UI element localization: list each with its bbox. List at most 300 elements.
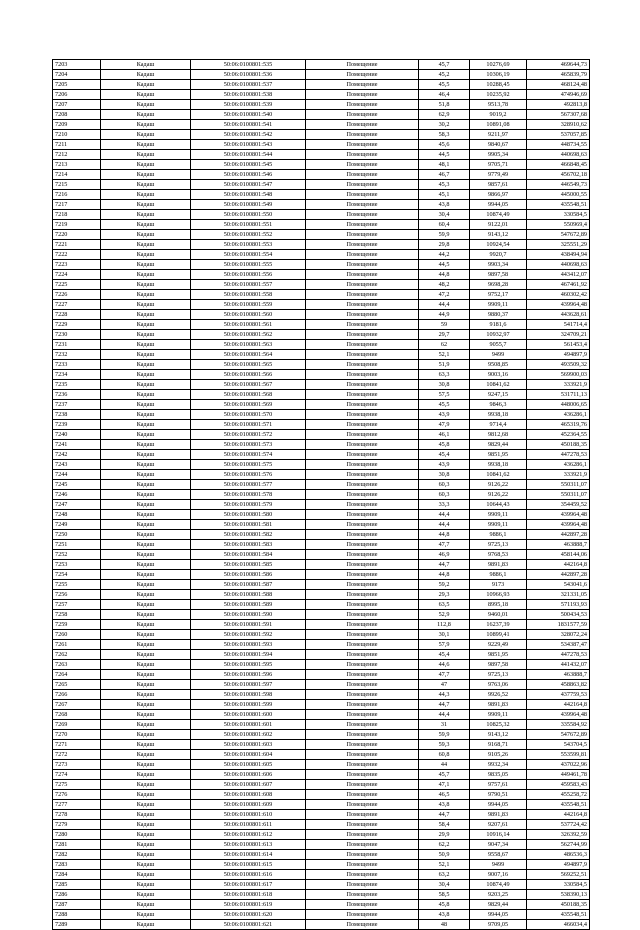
unit-value-cell: 9698,28: [470, 280, 527, 290]
area-cell: 112,8: [419, 620, 470, 630]
cadastral-value-cell: 442164,8: [527, 810, 590, 820]
cadastral-number-cell: 50:06:0100801:542: [191, 130, 306, 140]
locality-cell: Кадаш: [101, 280, 191, 290]
object-type-cell: Помещение: [306, 750, 419, 760]
area-cell: 44,7: [419, 560, 470, 570]
cadastral-number-cell: 50:06:0100801:572: [191, 430, 306, 440]
locality-cell: Кадаш: [101, 60, 191, 70]
cadastral-value-cell: 330584,5: [527, 880, 590, 890]
table-row: [53, 120, 590, 130]
cadastral-number-cell: 50:06:0100801:584: [191, 550, 306, 560]
unit-value-cell: 9499: [470, 350, 527, 360]
object-type-cell: Помещение: [306, 510, 419, 520]
table-row: [53, 830, 590, 840]
cadastral-value-cell: 474946,69: [527, 90, 590, 100]
unit-value-cell: 9007,16: [470, 870, 527, 880]
object-type-cell: Помещение: [306, 570, 419, 580]
table-row: [53, 490, 590, 500]
cadastral-number-cell: 50:06:0100801:537: [191, 80, 306, 90]
table-row: [53, 430, 590, 440]
row-number-cell: 7245: [53, 480, 101, 490]
locality-cell: Кадаш: [101, 220, 191, 230]
row-number-cell: 7205: [53, 80, 101, 90]
area-cell: 58,4: [419, 820, 470, 830]
locality-cell: Кадаш: [101, 350, 191, 360]
locality-cell: Кадаш: [101, 720, 191, 730]
cadastral-number-cell: 50:06:0100801:613: [191, 840, 306, 850]
table-row: [53, 360, 590, 370]
unit-value-cell: 9835,05: [470, 770, 527, 780]
table-row: [53, 470, 590, 480]
locality-cell: Кадаш: [101, 140, 191, 150]
locality-cell: Кадаш: [101, 910, 191, 920]
cadastral-number-cell: 50:06:0100801:536: [191, 70, 306, 80]
cadastral-number-cell: 50:06:0100801:598: [191, 690, 306, 700]
area-cell: 60,4: [419, 220, 470, 230]
locality-cell: Кадаш: [101, 520, 191, 530]
cadastral-number-cell: 50:06:0100801:589: [191, 600, 306, 610]
row-number-cell: 7274: [53, 770, 101, 780]
row-number-cell: 7215: [53, 180, 101, 190]
table-row: [53, 500, 590, 510]
cadastral-value-cell: 447278,53: [527, 650, 590, 660]
object-type-cell: Помещение: [306, 540, 419, 550]
row-number-cell: 7254: [53, 570, 101, 580]
table-row: [53, 760, 590, 770]
area-cell: 30,8: [419, 470, 470, 480]
object-type-cell: Помещение: [306, 640, 419, 650]
cadastral-value-cell: 463888,7: [527, 540, 590, 550]
area-cell: 30,4: [419, 880, 470, 890]
area-cell: 48,2: [419, 280, 470, 290]
locality-cell: Кадаш: [101, 70, 191, 80]
table-row: [53, 80, 590, 90]
row-number-cell: 7261: [53, 640, 101, 650]
cadastral-value-cell: 456702,18: [527, 170, 590, 180]
table-row: [53, 230, 590, 240]
unit-value-cell: 9055,7: [470, 340, 527, 350]
row-number-cell: 7262: [53, 650, 101, 660]
area-cell: 46,9: [419, 550, 470, 560]
row-number-cell: 7224: [53, 270, 101, 280]
row-number-cell: 7287: [53, 900, 101, 910]
row-number-cell: 7271: [53, 740, 101, 750]
row-number-cell: 7227: [53, 300, 101, 310]
cadastral-value-cell: 439964,48: [527, 300, 590, 310]
row-number-cell: 7251: [53, 540, 101, 550]
cadastral-number-cell: 50:06:0100801:579: [191, 500, 306, 510]
cadastral-value-cell: 446549,73: [527, 180, 590, 190]
row-number-cell: 7218: [53, 210, 101, 220]
row-number-cell: 7237: [53, 400, 101, 410]
unit-value-cell: 9866,97: [470, 190, 527, 200]
row-number-cell: 7283: [53, 860, 101, 870]
row-number-cell: 7206: [53, 90, 101, 100]
cadastral-number-cell: 50:06:0100801:599: [191, 700, 306, 710]
area-cell: 44,6: [419, 660, 470, 670]
unit-value-cell: 9709,05: [470, 920, 527, 930]
area-cell: 44,4: [419, 510, 470, 520]
area-cell: 43,9: [419, 410, 470, 420]
object-type-cell: Помещение: [306, 780, 419, 790]
object-type-cell: Помещение: [306, 380, 419, 390]
locality-cell: Кадаш: [101, 650, 191, 660]
unit-value-cell: 10235,92: [470, 90, 527, 100]
row-number-cell: 7235: [53, 380, 101, 390]
object-type-cell: Помещение: [306, 920, 419, 930]
row-number-cell: 7233: [53, 360, 101, 370]
locality-cell: Кадаш: [101, 920, 191, 930]
table-row: [53, 390, 590, 400]
table-row: [53, 720, 590, 730]
object-type-cell: Помещение: [306, 230, 419, 240]
unit-value-cell: 9880,37: [470, 310, 527, 320]
cadastral-number-cell: 50:06:0100801:569: [191, 400, 306, 410]
table-row: [53, 410, 590, 420]
object-type-cell: Помещение: [306, 310, 419, 320]
unit-value-cell: 9909,11: [470, 520, 527, 530]
cadastral-value-cell: 443628,61: [527, 310, 590, 320]
row-number-cell: 7207: [53, 100, 101, 110]
table-row: [53, 210, 590, 220]
table-row: [53, 370, 590, 380]
object-type-cell: Помещение: [306, 400, 419, 410]
cadastral-value-cell: 438494,94: [527, 250, 590, 260]
area-cell: 45,2: [419, 70, 470, 80]
cadastral-value-cell: 439964,48: [527, 510, 590, 520]
unit-value-cell: 9173: [470, 580, 527, 590]
table-row: [53, 790, 590, 800]
unit-value-cell: 9247,15: [470, 390, 527, 400]
cadastral-value-cell: 531711,13: [527, 390, 590, 400]
table-row: [53, 630, 590, 640]
cadastral-value-cell: 465839,79: [527, 70, 590, 80]
area-cell: 44,8: [419, 570, 470, 580]
object-type-cell: Помещение: [306, 350, 419, 360]
row-number-cell: 7228: [53, 310, 101, 320]
area-cell: 44,4: [419, 710, 470, 720]
row-number-cell: 7267: [53, 700, 101, 710]
cadastral-value-cell: 547672,89: [527, 730, 590, 740]
object-type-cell: Помещение: [306, 370, 419, 380]
area-cell: 31: [419, 720, 470, 730]
cadastral-value-cell: 569900,03: [527, 370, 590, 380]
cadastral-value-cell: 440698,63: [527, 150, 590, 160]
object-type-cell: Помещение: [306, 770, 419, 780]
unit-value-cell: 9932,34: [470, 760, 527, 770]
locality-cell: Кадаш: [101, 200, 191, 210]
area-cell: 60,3: [419, 480, 470, 490]
cadastral-number-cell: 50:06:0100801:607: [191, 780, 306, 790]
row-number-cell: 7246: [53, 490, 101, 500]
area-cell: 59,3: [419, 740, 470, 750]
cadastral-number-cell: 50:06:0100801:582: [191, 530, 306, 540]
table-row: [53, 200, 590, 210]
area-cell: 43,9: [419, 460, 470, 470]
table-row: [53, 180, 590, 190]
locality-cell: Кадаш: [101, 870, 191, 880]
cadastral-value-cell: 458144,06: [527, 550, 590, 560]
area-cell: 44,5: [419, 150, 470, 160]
cadastral-number-cell: 50:06:0100801:565: [191, 360, 306, 370]
area-cell: 45,7: [419, 60, 470, 70]
object-type-cell: Помещение: [306, 630, 419, 640]
row-number-cell: 7229: [53, 320, 101, 330]
unit-value-cell: 10276,69: [470, 60, 527, 70]
cadastral-value-cell: 541714,4: [527, 320, 590, 330]
row-number-cell: 7255: [53, 580, 101, 590]
cadastral-value-cell: 442897,28: [527, 570, 590, 580]
locality-cell: Кадаш: [101, 360, 191, 370]
area-cell: 46,4: [419, 90, 470, 100]
table-row: [53, 590, 590, 600]
area-cell: 44,4: [419, 520, 470, 530]
object-type-cell: Помещение: [306, 890, 419, 900]
locality-cell: Кадаш: [101, 780, 191, 790]
cadastral-value-cell: 326392,59: [527, 830, 590, 840]
cadastral-number-cell: 50:06:0100801:573: [191, 440, 306, 450]
object-type-cell: Помещение: [306, 140, 419, 150]
object-type-cell: Помещение: [306, 60, 419, 70]
area-cell: 60,3: [419, 490, 470, 500]
cadastral-value-cell: 448006,65: [527, 400, 590, 410]
cadastral-value-cell: 445000,55: [527, 190, 590, 200]
unit-value-cell: 9126,22: [470, 480, 527, 490]
object-type-cell: Помещение: [306, 200, 419, 210]
object-type-cell: Помещение: [306, 600, 419, 610]
unit-value-cell: 9812,68: [470, 430, 527, 440]
area-cell: 29,7: [419, 330, 470, 340]
unit-value-cell: 9944,05: [470, 800, 527, 810]
area-cell: 48,1: [419, 160, 470, 170]
locality-cell: Кадаш: [101, 510, 191, 520]
cadastral-number-cell: 50:06:0100801:540: [191, 110, 306, 120]
row-number-cell: 7263: [53, 660, 101, 670]
area-cell: 44,9: [419, 310, 470, 320]
area-cell: 59,9: [419, 230, 470, 240]
row-number-cell: 7203: [53, 60, 101, 70]
area-cell: 63,3: [419, 370, 470, 380]
cadastral-value-cell: 553599,81: [527, 750, 590, 760]
unit-value-cell: 9829,44: [470, 440, 527, 450]
cadastral-number-cell: 50:06:0100801:600: [191, 710, 306, 720]
locality-cell: Кадаш: [101, 640, 191, 650]
area-cell: 44: [419, 760, 470, 770]
object-type-cell: Помещение: [306, 910, 419, 920]
cadastral-number-cell: 50:06:0100801:546: [191, 170, 306, 180]
area-cell: 47,7: [419, 670, 470, 680]
cadastral-number-cell: 50:06:0100801:612: [191, 830, 306, 840]
cadastral-value-cell: 458863,82: [527, 680, 590, 690]
area-cell: 44,7: [419, 810, 470, 820]
row-number-cell: 7276: [53, 790, 101, 800]
area-cell: 57,5: [419, 390, 470, 400]
unit-value-cell: 9909,11: [470, 300, 527, 310]
table-body: [53, 60, 590, 930]
cadastral-number-cell: 50:06:0100801:606: [191, 770, 306, 780]
cadastral-value-cell: 463888,7: [527, 670, 590, 680]
cadastral-value-cell: 324709,21: [527, 330, 590, 340]
unit-value-cell: 8995,18: [470, 600, 527, 610]
cadastral-value-cell: 440698,63: [527, 260, 590, 270]
cadastral-number-cell: 50:06:0100801:541: [191, 120, 306, 130]
row-number-cell: 7260: [53, 630, 101, 640]
locality-cell: Кадаш: [101, 620, 191, 630]
area-cell: 30,4: [419, 210, 470, 220]
object-type-cell: Помещение: [306, 850, 419, 860]
object-type-cell: Помещение: [306, 840, 419, 850]
row-number-cell: 7275: [53, 780, 101, 790]
locality-cell: Кадаш: [101, 80, 191, 90]
cadastral-value-cell: 469644,73: [527, 60, 590, 70]
cadastral-number-cell: 50:06:0100801:605: [191, 760, 306, 770]
cadastral-number-cell: 50:06:0100801:608: [191, 790, 306, 800]
cadastral-value-cell: 561453,4: [527, 340, 590, 350]
locality-cell: Кадаш: [101, 800, 191, 810]
object-type-cell: Помещение: [306, 160, 419, 170]
row-number-cell: 7214: [53, 170, 101, 180]
row-number-cell: 7249: [53, 520, 101, 530]
locality-cell: Кадаш: [101, 750, 191, 760]
cadastral-number-cell: 50:06:0100801:583: [191, 540, 306, 550]
row-number-cell: 7248: [53, 510, 101, 520]
unit-value-cell: 9207,61: [470, 820, 527, 830]
unit-value-cell: 9886,1: [470, 570, 527, 580]
locality-cell: Кадаш: [101, 390, 191, 400]
table-row: [53, 550, 590, 560]
table-row: [53, 70, 590, 80]
row-number-cell: 7269: [53, 720, 101, 730]
cadastral-value-cell: 466034,4: [527, 920, 590, 930]
table-row: [53, 90, 590, 100]
table-row: [53, 440, 590, 450]
table-row: [53, 520, 590, 530]
object-type-cell: Помещение: [306, 660, 419, 670]
unit-value-cell: 10288,45: [470, 80, 527, 90]
area-cell: 30,1: [419, 630, 470, 640]
cadastral-number-cell: 50:06:0100801:545: [191, 160, 306, 170]
object-type-cell: Помещение: [306, 240, 419, 250]
object-type-cell: Помещение: [306, 650, 419, 660]
cadastral-value-cell: 439964,48: [527, 520, 590, 530]
locality-cell: Кадаш: [101, 530, 191, 540]
locality-cell: Кадаш: [101, 540, 191, 550]
unit-value-cell: 10841,62: [470, 380, 527, 390]
area-cell: 47,7: [419, 540, 470, 550]
object-type-cell: Помещение: [306, 710, 419, 720]
cadastral-value-cell: 550311,07: [527, 490, 590, 500]
locality-cell: Кадаш: [101, 420, 191, 430]
unit-value-cell: 9891,83: [470, 700, 527, 710]
locality-cell: Кадаш: [101, 170, 191, 180]
locality-cell: Кадаш: [101, 830, 191, 840]
unit-value-cell: 10924,54: [470, 240, 527, 250]
locality-cell: Кадаш: [101, 90, 191, 100]
locality-cell: Кадаш: [101, 770, 191, 780]
row-number-cell: 7252: [53, 550, 101, 560]
object-type-cell: Помещение: [306, 90, 419, 100]
area-cell: 45,6: [419, 140, 470, 150]
unit-value-cell: 9903,34: [470, 260, 527, 270]
unit-value-cell: 10841,62: [470, 470, 527, 480]
locality-cell: Кадаш: [101, 710, 191, 720]
table-row: [53, 740, 590, 750]
locality-cell: Кадаш: [101, 900, 191, 910]
locality-cell: Кадаш: [101, 880, 191, 890]
area-cell: 45,5: [419, 400, 470, 410]
cadastral-number-cell: 50:06:0100801:550: [191, 210, 306, 220]
cadastral-number-cell: 50:06:0100801:559: [191, 300, 306, 310]
locality-cell: Кадаш: [101, 680, 191, 690]
cadastral-value-cell: 460302,42: [527, 290, 590, 300]
cadastral-number-cell: 50:06:0100801:570: [191, 410, 306, 420]
unit-value-cell: 9779,49: [470, 170, 527, 180]
object-type-cell: Помещение: [306, 620, 419, 630]
locality-cell: Кадаш: [101, 790, 191, 800]
object-type-cell: Помещение: [306, 100, 419, 110]
area-cell: 62: [419, 340, 470, 350]
area-cell: 33,3: [419, 500, 470, 510]
unit-value-cell: 9891,83: [470, 560, 527, 570]
object-type-cell: Помещение: [306, 900, 419, 910]
locality-cell: Кадаш: [101, 230, 191, 240]
object-type-cell: Помещение: [306, 740, 419, 750]
unit-value-cell: 9558,67: [470, 850, 527, 860]
area-cell: 45,3: [419, 180, 470, 190]
row-number-cell: 7221: [53, 240, 101, 250]
row-number-cell: 7277: [53, 800, 101, 810]
object-type-cell: Помещение: [306, 180, 419, 190]
cadastral-value-cell: 465319,76: [527, 420, 590, 430]
area-cell: 48: [419, 920, 470, 930]
locality-cell: Кадаш: [101, 340, 191, 350]
cadastral-number-cell: 50:06:0100801:562: [191, 330, 306, 340]
row-number-cell: 7213: [53, 160, 101, 170]
locality-cell: Кадаш: [101, 760, 191, 770]
locality-cell: Кадаш: [101, 330, 191, 340]
cadastral-value-cell: 436286,1: [527, 460, 590, 470]
cadastral-value-cell: 442164,8: [527, 700, 590, 710]
cadastral-value-cell: 466848,45: [527, 160, 590, 170]
cadastral-number-cell: 50:06:0100801:590: [191, 610, 306, 620]
unit-value-cell: 9725,13: [470, 540, 527, 550]
cadastral-number-cell: 50:06:0100801:602: [191, 730, 306, 740]
locality-cell: Кадаш: [101, 890, 191, 900]
unit-value-cell: 9143,12: [470, 230, 527, 240]
cadastral-value-cell: 1831577,59: [527, 620, 590, 630]
cadastral-value-cell: 333921,9: [527, 380, 590, 390]
unit-value-cell: 9851,95: [470, 650, 527, 660]
row-number-cell: 7268: [53, 710, 101, 720]
row-number-cell: 7272: [53, 750, 101, 760]
locality-cell: Кадаш: [101, 810, 191, 820]
area-cell: 50,9: [419, 850, 470, 860]
area-cell: 59,2: [419, 580, 470, 590]
cadastral-number-cell: 50:06:0100801:616: [191, 870, 306, 880]
area-cell: 29,3: [419, 590, 470, 600]
cadastral-value-cell: 447278,53: [527, 450, 590, 460]
unit-value-cell: 9725,13: [470, 670, 527, 680]
locality-cell: Кадаш: [101, 860, 191, 870]
cadastral-value-cell: 321331,05: [527, 590, 590, 600]
row-number-cell: 7219: [53, 220, 101, 230]
area-cell: 30,8: [419, 380, 470, 390]
area-cell: 52,9: [419, 610, 470, 620]
cadastral-number-cell: 50:06:0100801:539: [191, 100, 306, 110]
unit-value-cell: 9926,52: [470, 690, 527, 700]
cadastral-number-cell: 50:06:0100801:561: [191, 320, 306, 330]
cadastral-value-cell: 567307,68: [527, 110, 590, 120]
